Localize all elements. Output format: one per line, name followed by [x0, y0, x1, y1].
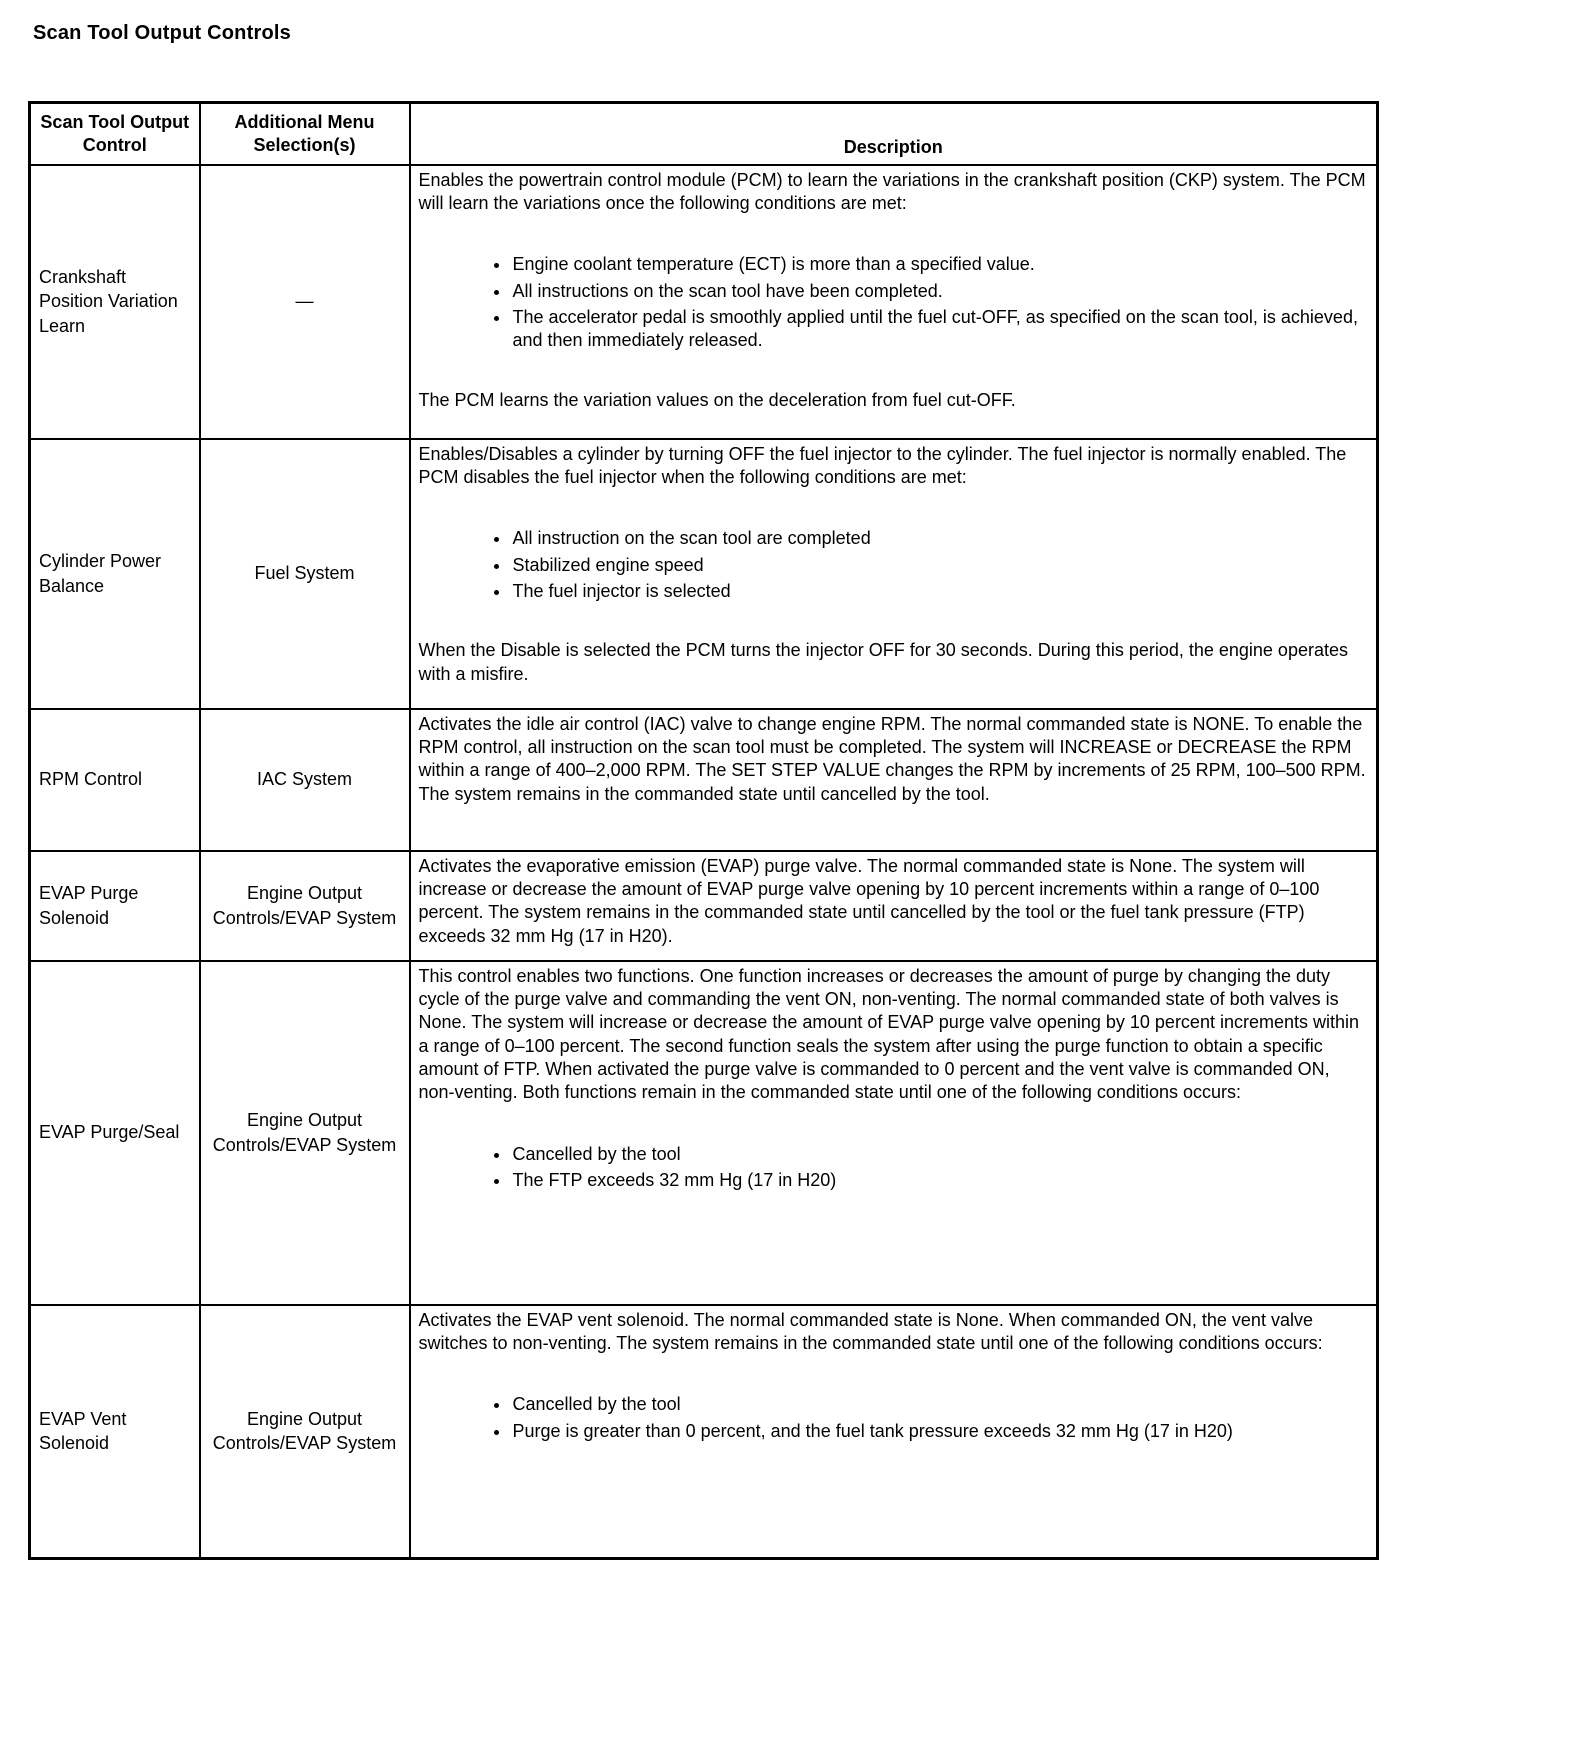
header-cell-description: Description: [410, 103, 1378, 165]
description-bullet: • The accelerator pedal is smoothly applied until the fuel cut-OFF, as specified on the scan tool, is achieved, and then immediately released.: [511, 306, 1367, 353]
description-cell: [410, 851, 1378, 961]
description-bullet-list: [419, 253, 1367, 353]
table-row: [30, 165, 1378, 439]
control-cell: EVAP Purge/Seal: [30, 961, 200, 1305]
description-intro: Enables the powertrain control module (PCM) to learn the variations in the crankshaft position (CKP) system. The PCM will learn the variations once the following conditions are met:: [418, 169, 1366, 213]
control-cell: Crankshaft Position Variation Learn: [30, 165, 200, 439]
description-bullet: • Cancelled by the tool: [511, 1143, 1367, 1166]
description-closing: The PCM learns the variation values on the deceleration from fuel cut-OFF.: [418, 389, 1016, 410]
control-cell: Cylinder Power Balance: [30, 439, 200, 709]
description-closing: When the Disable is selected the PCM turns the injector OFF for 30 seconds. During this period, the engine operates with a misfire.: [418, 640, 1348, 684]
description-intro: Enables/Disables a cylinder by turning OFF the fuel injector to the cylinder. The fuel injector is normally enabled. The PCM disables the fuel injector when the following conditions are met:: [418, 443, 1347, 487]
control-cell: EVAP Purge Solenoid: [30, 851, 200, 961]
description-cell: [410, 439, 1378, 709]
description-bullet: • Engine coolant temperature (ECT) is more than a specified value.: [511, 253, 1367, 276]
menu-cell: IAC System: [200, 709, 410, 851]
output-controls-table: [28, 101, 1379, 1560]
description-bullet: • All instructions on the scan tool have been completed.: [511, 280, 1367, 303]
header-cell-control: Scan Tool Output Control: [30, 103, 200, 165]
description-intro: Activates the idle air control (IAC) valve to change engine RPM. The normal commanded state is NONE. To enable the RPM control, all instruction on the scan tool must be completed. The system will INCREASE or DECREASE the RPM within a range of 400–2,000 RPM. The SET STEP VALUE changes the RPM by increments of 25 RPM, 100–500 RPM. The system remains in the commanded state until cancelled by the tool.: [418, 713, 1366, 804]
description-cell: [410, 1305, 1378, 1559]
table-header-row: [30, 103, 1378, 165]
description-bullet-list: [419, 527, 1367, 603]
control-cell: EVAP Vent Solenoid: [30, 1305, 200, 1559]
table-row: [30, 439, 1378, 709]
menu-cell: Engine Output Controls/EVAP System: [200, 851, 410, 961]
description-intro: This control enables two functions. One function increases or decreases the amount of purge by changing the duty cycle of the purge valve and commanding the vent ON, non-venting. The normal commanded state of both valves is None. The system will increase or decrease the amount of EVAP purge valve opening by 10 percent increments within a range of 0–100 percent. The second function seals the system after using the purge function to obtain a specific amount of FTP. When activated the purge valve is commanded to 0 percent and the vent valve is commanded ON, non-venting. Both functions remain in the commanded state until one of the following conditions occurs:: [418, 965, 1360, 1103]
description-bullet: • Cancelled by the tool: [511, 1393, 1367, 1416]
control-cell: RPM Control: [30, 709, 200, 851]
table-row: [30, 709, 1378, 851]
header-cell-menu: Additional Menu Selection(s): [200, 103, 410, 165]
table-row: [30, 1305, 1378, 1559]
menu-cell: Engine Output Controls/EVAP System: [200, 961, 410, 1305]
menu-cell: —: [200, 165, 410, 439]
description-cell: [410, 709, 1378, 851]
description-bullet-list: [419, 1143, 1367, 1193]
description-intro: Activates the evaporative emission (EVAP) purge valve. The normal commanded state is None. The system will increase or decrease the amount of EVAP purge valve opening by 10 percent increments within a range of 0–100 percent. The system remains in the commanded state until cancelled by the tool or the fuel tank pressure (FTP) exceeds 32 mm Hg (17 in H20).: [418, 855, 1320, 946]
menu-cell: Fuel System: [200, 439, 410, 709]
table-row: [30, 851, 1378, 961]
description-bullet: • Purge is greater than 0 percent, and the fuel tank pressure exceeds 32 mm Hg (17 in H20): [511, 1420, 1367, 1443]
page-title: Scan Tool Output Controls: [33, 22, 291, 44]
menu-cell: Engine Output Controls/EVAP System: [200, 1305, 410, 1559]
description-bullet-list: [419, 1393, 1367, 1443]
table-row: [30, 961, 1378, 1305]
description-bullet: • The fuel injector is selected: [511, 580, 1367, 603]
description-intro: Activates the EVAP vent solenoid. The normal commanded state is None. When commanded ON, the vent valve switches to non-venting. The system remains in the commanded state until one of the following conditions occurs:: [418, 1309, 1323, 1353]
description-cell: [410, 165, 1378, 439]
description-bullet: • All instruction on the scan tool are completed: [511, 527, 1367, 550]
description-bullet: • The FTP exceeds 32 mm Hg (17 in H20): [511, 1169, 1367, 1192]
description-bullet: • Stabilized engine speed: [511, 554, 1367, 577]
description-cell: [410, 961, 1378, 1305]
